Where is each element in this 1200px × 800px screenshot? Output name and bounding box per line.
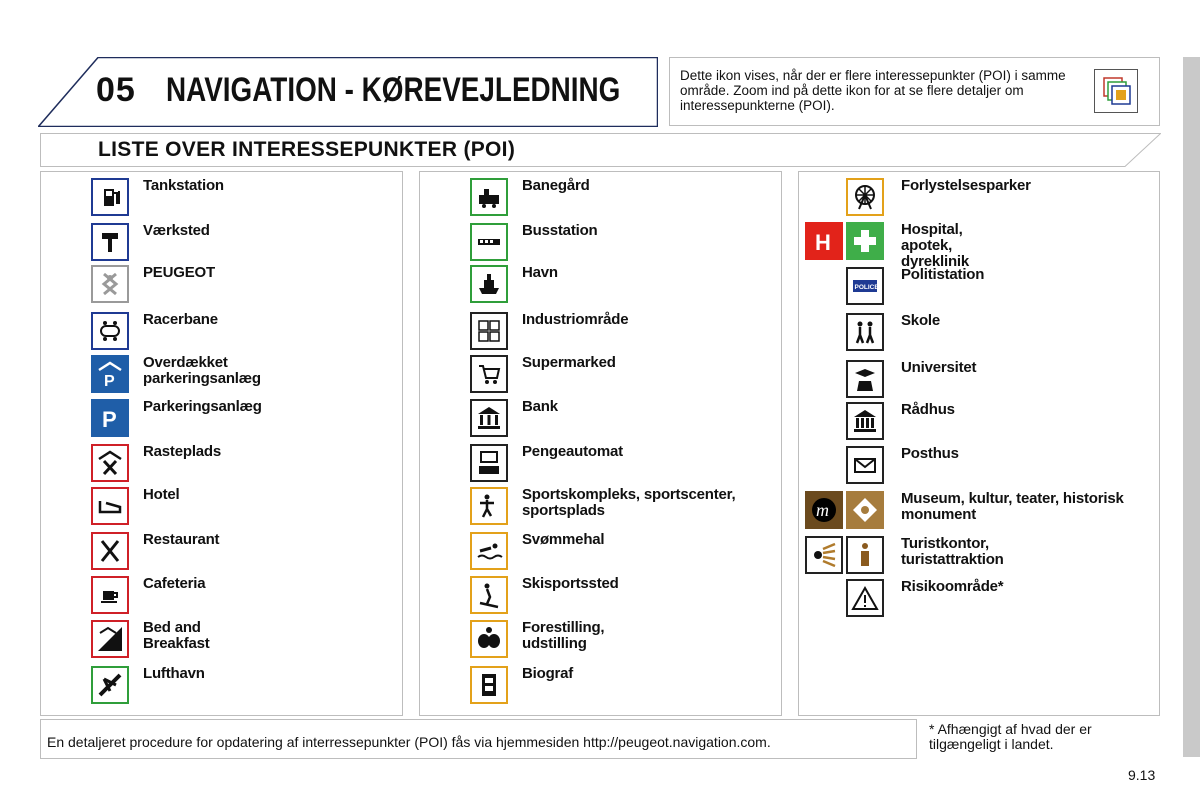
bed-and-breakfast-icon <box>91 620 129 658</box>
poi-label: Industriområde <box>522 311 629 328</box>
svg-text:P: P <box>104 373 115 388</box>
svg-text:m: m <box>816 500 829 520</box>
graduate-icon <box>846 360 884 398</box>
chapter-number: 05 <box>96 71 136 109</box>
poi-label: Busstation <box>522 222 598 239</box>
museum-m-icon <box>805 491 843 529</box>
poi-label: Overdækket parkeringsanlæg <box>143 354 261 387</box>
chapter-header <box>38 57 658 127</box>
poi-label: Havn <box>522 264 558 281</box>
page-edge-strip <box>1183 57 1200 757</box>
poi-label: Supermarked <box>522 354 616 371</box>
poi-label: Pengeautomat <box>522 443 623 460</box>
fuel-pump-icon <box>91 178 129 216</box>
shopping-cart-icon <box>470 355 508 393</box>
police-icon <box>846 267 884 305</box>
svg-text:H: H <box>815 230 831 255</box>
poi-label: Tankstation <box>143 177 224 194</box>
poi-label: Skisportssted <box>522 575 619 592</box>
info-i-icon <box>846 536 884 574</box>
covered-parking-icon <box>91 355 129 393</box>
coffee-cup-icon <box>91 576 129 614</box>
poi-label: Forlystelsesparker <box>901 177 1031 194</box>
hotel-bed-icon <box>91 487 129 525</box>
chapter-title: NAVIGATION - KØREVEJLEDNING <box>166 71 621 109</box>
poi-label: Bank <box>522 398 558 415</box>
info-text: Dette ikon vises, når der er flere interessepunkter (POI) i samme område. Zoom ind på dette ikon for at se flere detaljer om interessepunkterne (POI). <box>680 68 1066 113</box>
poi-column-3 <box>798 171 1160 716</box>
poi-label: Restaurant <box>143 531 220 548</box>
poi-label: Biograf <box>522 665 574 682</box>
ship-icon <box>470 265 508 303</box>
svg-text:POLICE: POLICE <box>854 284 879 291</box>
poi-column-2 <box>419 171 782 716</box>
school-children-icon <box>846 313 884 351</box>
wrench-icon <box>91 223 129 261</box>
poi-label: Turistkontor, turistattraktion <box>901 535 1004 568</box>
parking-icon <box>91 399 129 437</box>
svg-text:P: P <box>102 407 117 432</box>
poi-label: Cafeteria <box>143 575 206 592</box>
poi-label: Racerbane <box>143 311 218 328</box>
poi-label: Forestilling, udstilling <box>522 619 605 652</box>
monument-icon <box>846 491 884 529</box>
section-title: LISTE OVER INTERESSEPUNKTER (POI) <box>98 138 516 161</box>
skier-icon <box>470 576 508 614</box>
ferris-wheel-icon <box>846 178 884 216</box>
tourist-attraction-icon <box>805 536 843 574</box>
rest-area-icon <box>91 444 129 482</box>
footnote: * Afhængigt af hvad der er tilgængeligt i landet. <box>929 721 1092 752</box>
bus-icon <box>470 223 508 261</box>
footer-text: En detaljeret procedure for opdatering af interressepunkter (POI) fås via hjemmesiden http://peugeot.navigation.com. <box>47 734 771 750</box>
poi-label: Museum, kultur, teater, historisk monument <box>901 490 1124 523</box>
footer-box <box>40 719 917 759</box>
multi-poi-info-box <box>669 57 1160 126</box>
poi-label: Hotel <box>143 486 180 503</box>
page-number: 9.13 <box>1128 767 1156 783</box>
poi-label: Banegård <box>522 177 590 194</box>
poi-label: Skole <box>901 312 941 329</box>
poi-label: PEUGEOT <box>143 264 215 281</box>
section-header <box>40 133 1161 167</box>
danger-zone-icon <box>846 579 884 617</box>
poi-label: Universitet <box>901 359 977 376</box>
sport-icon <box>470 487 508 525</box>
airplane-icon <box>91 666 129 704</box>
film-strip-icon <box>470 666 508 704</box>
town-hall-icon <box>846 402 884 440</box>
hospital-h-icon <box>805 222 843 260</box>
train-icon <box>470 178 508 216</box>
envelope-icon <box>846 446 884 484</box>
poi-label: Svømmehal <box>522 531 605 548</box>
poi-label: Politistation <box>901 266 985 283</box>
multiple-poi-icon <box>1094 69 1138 113</box>
industry-icon <box>470 312 508 350</box>
poi-label: Sportskompleks, sportscenter, sportsplads <box>522 486 736 519</box>
swimmer-icon <box>470 532 508 570</box>
peugeot-lion-icon <box>91 265 129 303</box>
poi-label: Hospital, apotek, dyreklinik <box>901 221 970 270</box>
poi-label: Lufthavn <box>143 665 205 682</box>
poi-label: Parkeringsanlæg <box>143 398 262 415</box>
poi-label: Risikoområde* <box>901 578 1004 595</box>
poi-column-1 <box>40 171 403 716</box>
theatre-masks-icon <box>470 620 508 658</box>
poi-label: Rasteplads <box>143 443 222 460</box>
bank-icon <box>470 399 508 437</box>
poi-label: Posthus <box>901 445 959 462</box>
race-track-icon <box>91 312 129 350</box>
poi-label: Værksted <box>143 222 210 239</box>
atm-icon <box>470 444 508 482</box>
poi-label: Bed and Breakfast <box>143 619 210 652</box>
pharmacy-cross-icon <box>846 222 884 260</box>
poi-label: Rådhus <box>901 401 955 418</box>
fork-knife-icon <box>91 532 129 570</box>
